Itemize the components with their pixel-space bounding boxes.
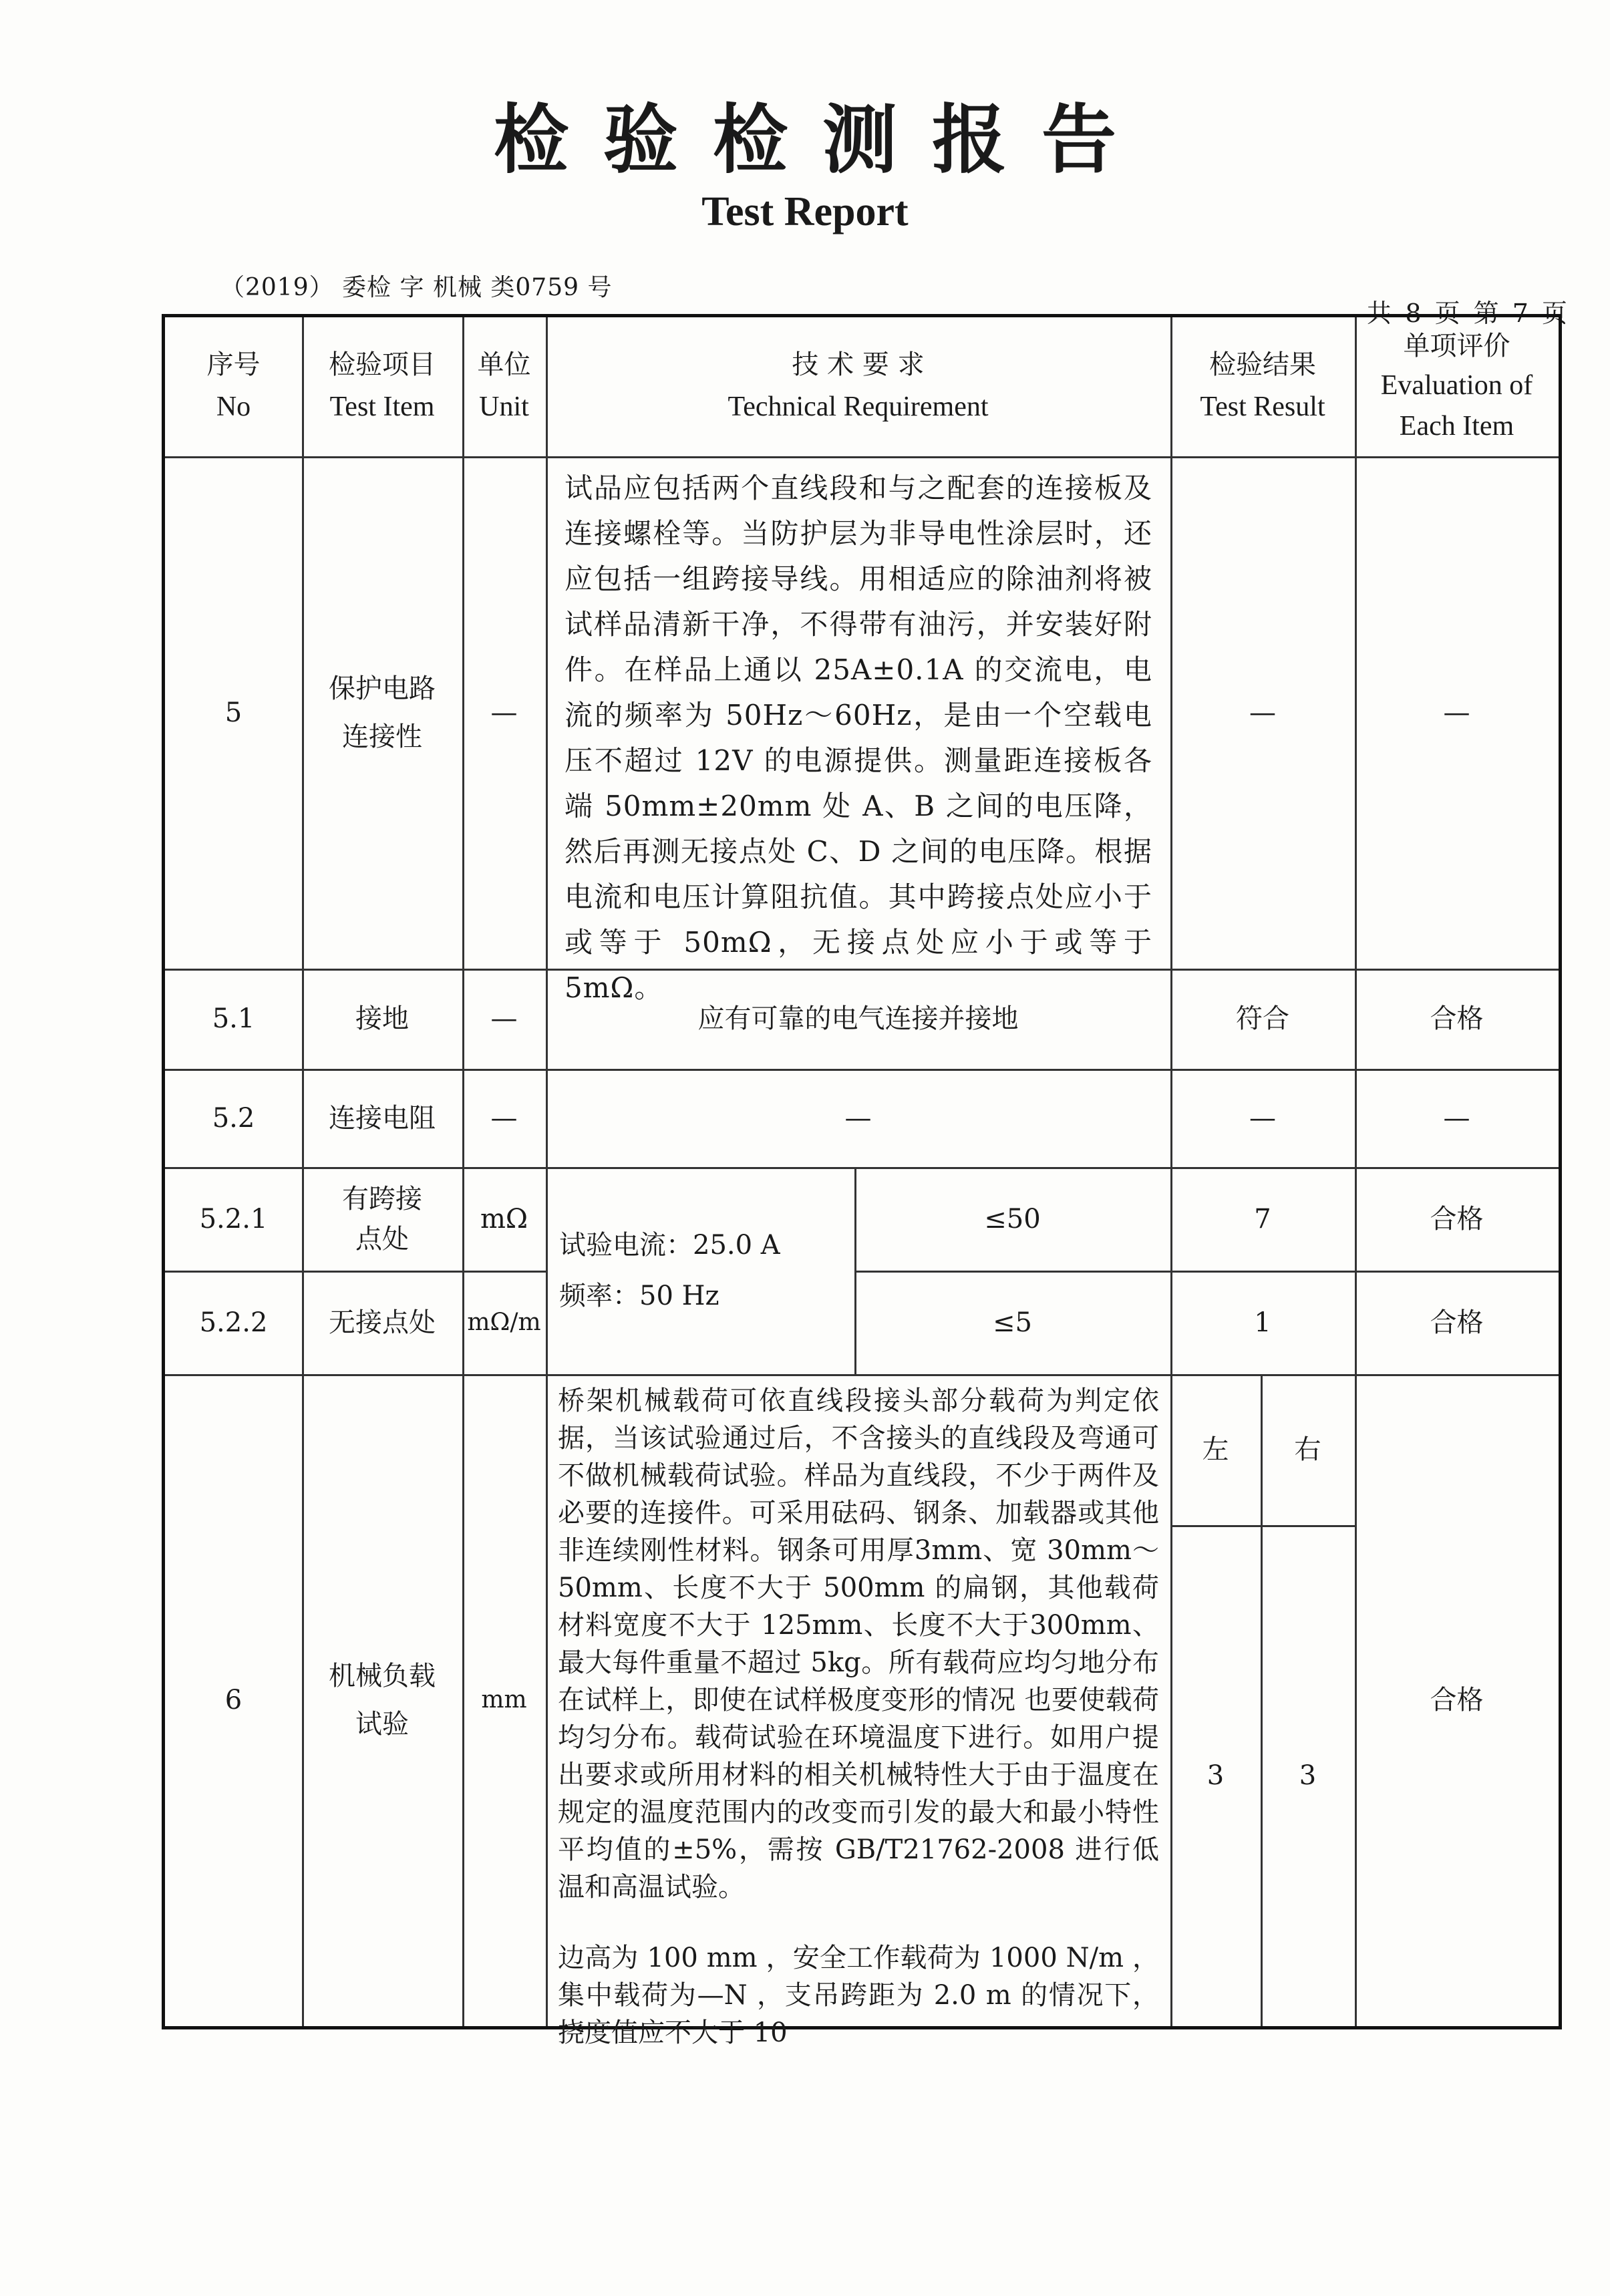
row-5-unit: — (490, 697, 518, 728)
row-5-2-2-evaluation: 合格 (1430, 1307, 1484, 1338)
row-5-item: 保护电路 连接性 (329, 673, 436, 752)
report-title-en: Test Report (701, 189, 909, 234)
row-5-2-1-item: 有跨接 点处 (342, 1183, 422, 1255)
row-5-result: — (1249, 697, 1276, 728)
row-5-2-requirement: — (844, 1102, 872, 1134)
row-5-requirement: 试品应包括两个直线段和与之配套的连接板及连接螺栓等。当防护层为非导电性涂层时，还应包括一组跨接导线。用相适应的除油剂将被试样品清新干净，不得带有油污，并安装好附件。在样品上通以 25A±0.1A 的交流电，电流的频率为 50Hz～60Hz，是由一个空载电压不超过 12V 的电源提供。测量距连接板各端 50mm±20mm 处 A、B 之间的电压降，然后再测无接点处 C、D 之间的电压降。根据电流和电压计算阻抗值。其中跨接点处应小于或等于 50mΩ，无接点处应小于或等于 5mΩ。 (565, 472, 1152, 1004)
row-5-2-no: 5.2 (212, 1102, 255, 1134)
row-6-requirement-body: 桥架机械载荷可依直线段接头部分载荷为判定依据，当该试验通过后，不含接头的直线段及弯通可不做机械载荷试验。样品为直线段，不少于两件及必要的连接件。可采用砝码、钢条、加载器或其他非连续刚性材料。钢条可用厚3mm、宽 30mm～50mm、长度不大于 500mm 的扁钢，其他载荷材料宽度不大于 125mm、长度不大于300mm、最大每件重量不超过 5kg。所有载荷应均匀地分布在试样上，即使在试样极度变形的情况 也要使载荷均匀分布。载荷试验在环境温度下进行。如用户提出要求或所用材料的相关机械特性大于由于温度在规定的温度范围内的改变而引发的最大和最小特性平均值的±5%，需按 GB/T21762-2008 进行低温和高温试验。 (558, 1385, 1159, 1903)
row-5-2-2-unit: mΩ/m (467, 1308, 541, 1336)
header-test-item: 检验项目 Test Item (329, 349, 436, 423)
row-5-evaluation: — (1443, 697, 1470, 728)
row-5-1-evaluation: 合格 (1430, 1003, 1484, 1034)
header-evaluation: 单项评价 Evaluation of Each Item (1380, 331, 1533, 442)
row-5-2-1-limit: ≤50 (984, 1203, 1041, 1235)
row-5-2-2-item: 无接点处 (329, 1307, 436, 1338)
row-6-item: 机械负载 试验 (329, 1661, 436, 1740)
row-5-2-1-unit: mΩ (480, 1203, 528, 1235)
row-6-left-value: 3 (1206, 1760, 1225, 1791)
row-5-2-1-no: 5.2.1 (199, 1203, 268, 1235)
row-5-2-1-result: 7 (1254, 1203, 1271, 1235)
row-5-2-result: — (1249, 1102, 1276, 1134)
header-test-result: 检验结果 Test Result (1200, 349, 1325, 423)
row-6-right-label: 右 (1294, 1434, 1321, 1465)
row-5-1-requirement: 应有可靠的电气连接并接地 (697, 1003, 1019, 1034)
row-5-2-2-result: 1 (1254, 1307, 1271, 1338)
row-5-2-2-no: 5.2.2 (199, 1307, 268, 1338)
row-5-1-unit: — (490, 1003, 518, 1034)
header-no: 序号 No (206, 349, 261, 423)
row-5-no: 5 (224, 697, 243, 728)
row-6-right-value: 3 (1299, 1760, 1317, 1791)
row-6-unit: mm (481, 1686, 527, 1714)
row-5-1-item: 接地 (355, 1003, 409, 1034)
row-5-2-item: 连接电阻 (329, 1102, 436, 1134)
report-title-cn: 检验检测报告 (494, 96, 1151, 184)
header-technical-requirement: 技 术 要 求 Technical Requirement (728, 349, 989, 423)
inspection-table (162, 314, 1562, 2048)
row-5-2-unit: — (490, 1102, 518, 1134)
row-5-1-no: 5.1 (212, 1003, 255, 1034)
row-6-no: 6 (224, 1685, 243, 1715)
row-6-requirement-criterion: 边高为 100 mm ，安全工作载荷为 1000 N/m ，集中载荷为—N ，支吊跨距为 2.0 m 的情况下，挠度值应不大于 10 (558, 1943, 1159, 2048)
page-number: 共 8 页 第 7 页 (1366, 299, 1570, 328)
row-5-2-1-evaluation: 合格 (1430, 1203, 1484, 1235)
row-6-evaluation: 合格 (1430, 1685, 1484, 1715)
row-6-requirement (558, 1382, 1159, 2052)
row-5-2-evaluation: — (1443, 1102, 1470, 1134)
row-6-left-label: 左 (1202, 1434, 1229, 1465)
row-5-2-2-limit: ≤5 (993, 1307, 1032, 1338)
row-5-1-result: 符合 (1236, 1003, 1289, 1034)
report-number: （2019） 委检 字 机械 类0759 号 (220, 274, 613, 301)
header-unit: 单位 Unit (477, 349, 531, 423)
test-condition: 试验电流：25.0 A 频率：50 Hz (559, 1230, 780, 1311)
